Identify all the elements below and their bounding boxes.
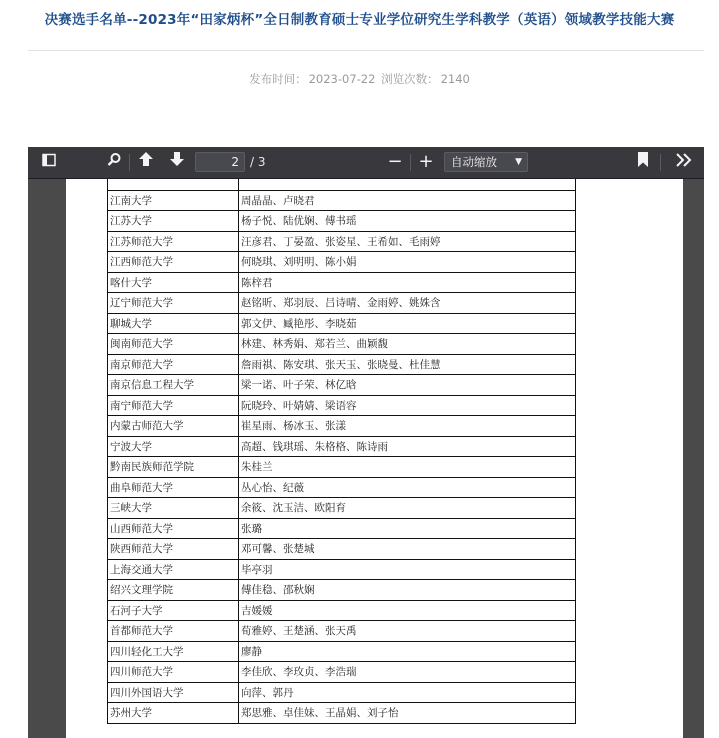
names-cell: 荀雅婷、王楚涵、张天禹 <box>239 621 576 642</box>
publish-date: 2023-07-22 <box>308 72 376 86</box>
table-row <box>108 559 576 580</box>
names-cell: 吉媛媛 <box>239 600 576 621</box>
school-cell: 四川轻化工大学 <box>108 641 239 662</box>
names-cell: 周晶晶、卢晓君 <box>239 190 576 211</box>
table-row <box>108 395 576 416</box>
table-row <box>108 641 576 662</box>
table-row <box>108 703 576 724</box>
school-cell: 南京师范大学 <box>108 354 239 375</box>
names-cell: 阮晓玲、叶婧婧、梁语容 <box>239 395 576 416</box>
names-cell: 杨子悦、陆优娴、傅书瑶 <box>239 211 576 232</box>
table-row <box>108 313 576 334</box>
school-cell: 首都师范大学 <box>108 621 239 642</box>
contestant-table <box>107 179 576 724</box>
table-row <box>108 580 576 601</box>
names-cell: 梁一诺、叶子荣、林亿晗 <box>239 375 576 396</box>
names-cell: 郭文伊、臧艳彤、李晓茹 <box>239 313 576 334</box>
names-cell: 朱桂兰 <box>239 457 576 478</box>
school-cell: 江西师范大学 <box>108 252 239 273</box>
names-cell: 陈梓君 <box>239 272 576 293</box>
school-cell: 江苏大学 <box>108 211 239 232</box>
school-cell: 四川师范大学 <box>108 662 239 683</box>
pdf-toolbar <box>28 147 704 179</box>
table-row <box>108 293 576 314</box>
zoom-out-button[interactable]: − <box>387 151 403 172</box>
table-row <box>108 334 576 355</box>
table-row <box>108 518 576 539</box>
pdf-viewer[interactable] <box>28 147 704 738</box>
table-row <box>108 682 576 703</box>
school-cell: 曲阜师范大学 <box>108 477 239 498</box>
page-count: / 3 <box>250 155 266 169</box>
names-cell: 傅佳稳、邵秋娴 <box>239 580 576 601</box>
school-cell: 江苏师范大学 <box>108 231 239 252</box>
names-cell: 丛心怡、纪薇 <box>239 477 576 498</box>
school-cell: 黔南民族师范学院 <box>108 457 239 478</box>
zoom-value: 自动缩放 <box>451 155 497 169</box>
zoom-select[interactable] <box>444 152 528 172</box>
bookmark-icon[interactable] <box>634 151 652 173</box>
school-cell: 聊城大学 <box>108 313 239 334</box>
school-cell: 苏州大学 <box>108 703 239 724</box>
table-row <box>108 231 576 252</box>
names-cell: 高超、钱琪瑶、朱格格、陈诗雨 <box>239 436 576 457</box>
table-row <box>108 477 576 498</box>
names-cell: 李佳欣、李玫贞、李浩瑞 <box>239 662 576 683</box>
names-cell: 赵铭昕、郑羽辰、吕诗晴、金雨婷、姚姝含 <box>239 293 576 314</box>
views-count: 2140 <box>440 72 470 86</box>
chevron-down-icon: ▼ <box>515 157 522 167</box>
school-cell: 宁波大学 <box>108 436 239 457</box>
school-cell: 闽南师范大学 <box>108 334 239 355</box>
school-cell: 陕西师范大学 <box>108 539 239 560</box>
names-cell: 张璐 <box>239 518 576 539</box>
table-row <box>108 272 576 293</box>
names-cell: 汪彦君、丁晏盈、张姿星、王希如、毛雨婷 <box>239 231 576 252</box>
names-cell: 何晓琪、刘明明、陈小娟 <box>239 252 576 273</box>
publish-label: 发布时间： <box>249 72 307 86</box>
school-cell: 上海交通大学 <box>108 559 239 580</box>
table-row <box>108 416 576 437</box>
school-cell: 南京信息工程大学 <box>108 375 239 396</box>
table-row <box>108 190 576 211</box>
article-meta <box>0 71 719 87</box>
school-cell: 喀什大学 <box>108 272 239 293</box>
names-cell: 余筱、沈玉洁、欧阳育 <box>239 498 576 519</box>
table-row <box>108 662 576 683</box>
scrollbar[interactable] <box>685 179 704 738</box>
names-cell: 崔星雨、杨冰玉、张漾 <box>239 416 576 437</box>
names-cell: 郑思雅、卓佳妹、王晶娟、刘子怡 <box>239 703 576 724</box>
table-row <box>108 211 576 232</box>
page-title: 决赛选手名单--2023年“田家炳杯”全日制教育硕士专业学位研究生学科教学（英语）领域教学技能大赛 <box>44 12 675 28</box>
title-divider <box>28 50 704 51</box>
names-cell: 廖静 <box>239 641 576 662</box>
double-chevron-right-icon[interactable] <box>673 151 695 173</box>
school-cell: 南宁师范大学 <box>108 395 239 416</box>
page-number-input[interactable]: 2 <box>195 152 245 172</box>
school-cell: 辽宁师范大学 <box>108 293 239 314</box>
table-row <box>108 600 576 621</box>
names-cell: 邓可馨、张楚城 <box>239 539 576 560</box>
names-cell: 毕亭羽 <box>239 559 576 580</box>
table-row <box>108 621 576 642</box>
table-row <box>108 179 576 190</box>
table-row <box>108 354 576 375</box>
names-cell <box>239 179 576 190</box>
views-label: 浏览次数： <box>381 72 439 86</box>
table-row <box>108 252 576 273</box>
table-row <box>108 436 576 457</box>
names-cell: 向萍、郭丹 <box>239 682 576 703</box>
school-cell: 山西师范大学 <box>108 518 239 539</box>
school-cell: 内蒙古师范大学 <box>108 416 239 437</box>
table-row <box>108 457 576 478</box>
names-cell: 林建、林秀娟、郑若兰、曲颖馥 <box>239 334 576 355</box>
table-row <box>108 375 576 396</box>
sidebar-toggle-icon[interactable] <box>38 151 60 173</box>
school-cell: 江南大学 <box>108 190 239 211</box>
table-row <box>108 498 576 519</box>
zoom-in-button[interactable]: + <box>418 151 434 172</box>
school-cell: 绍兴文理学院 <box>108 580 239 601</box>
table-row <box>108 539 576 560</box>
school-cell <box>108 179 239 190</box>
arrow-down-icon[interactable] <box>166 151 188 173</box>
search-icon[interactable] <box>103 151 125 173</box>
school-cell: 四川外国语大学 <box>108 682 239 703</box>
names-cell: 詹雨祺、陈安琪、张天玉、张晓曼、杜佳慧 <box>239 354 576 375</box>
arrow-up-icon[interactable] <box>135 151 157 173</box>
school-cell: 石河子大学 <box>108 600 239 621</box>
school-cell: 三峡大学 <box>108 498 239 519</box>
pdf-page <box>66 179 683 738</box>
